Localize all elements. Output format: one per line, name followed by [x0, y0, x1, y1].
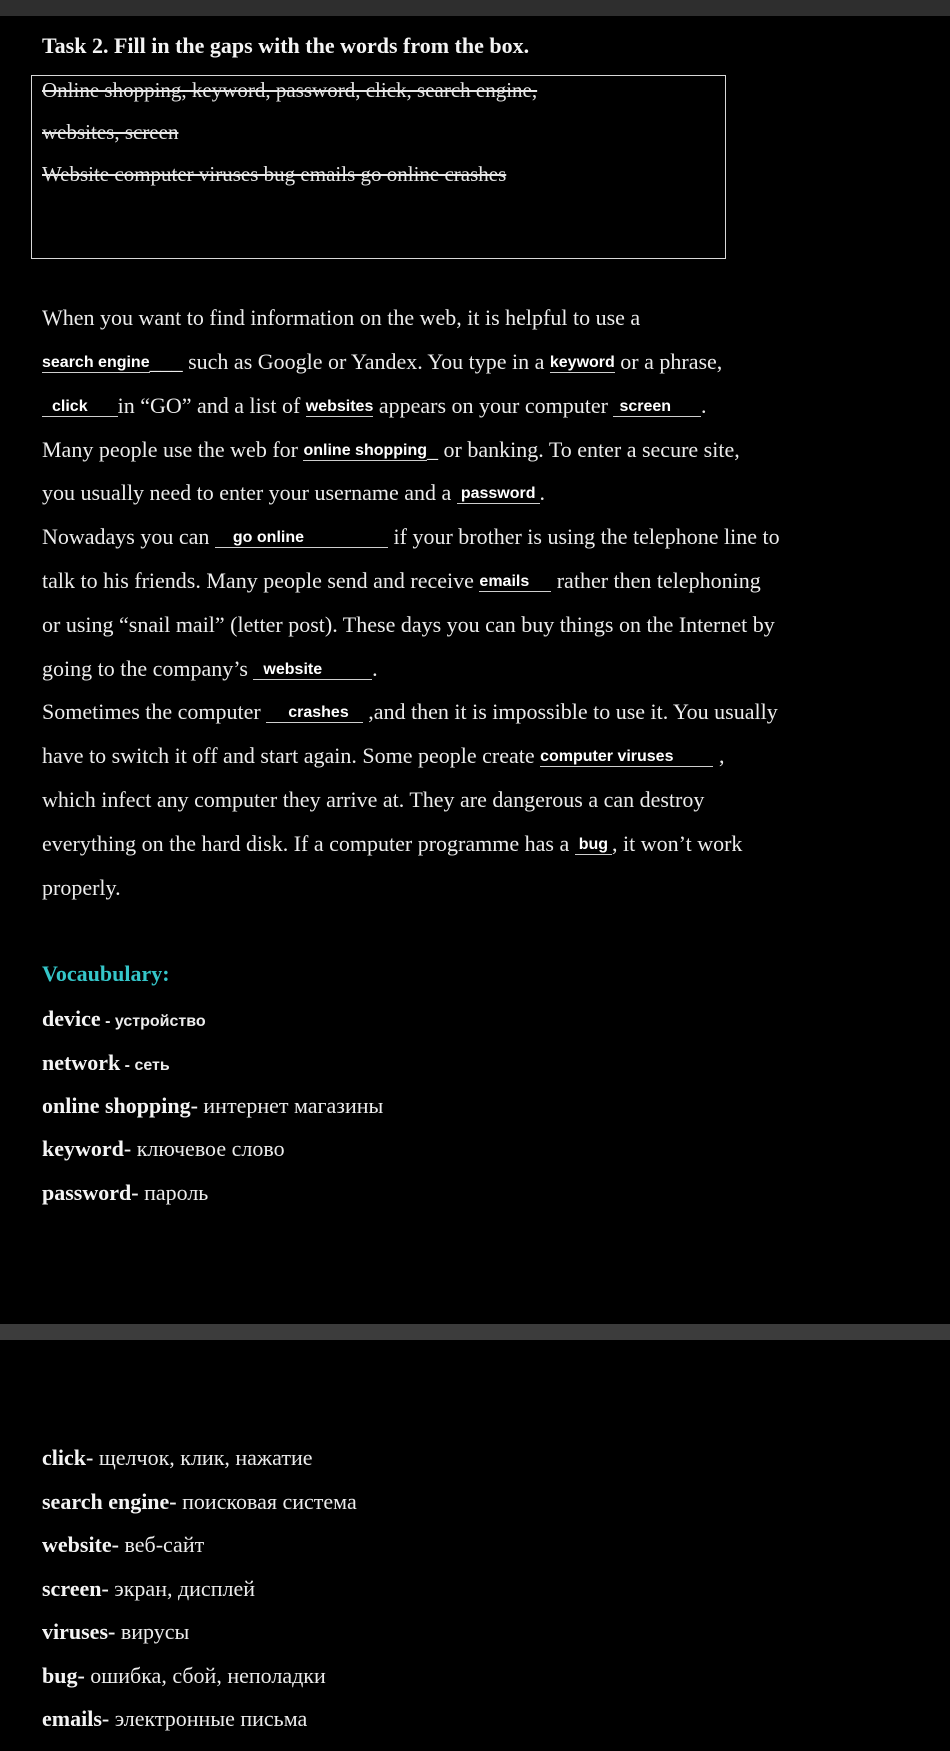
answer-website: website	[253, 661, 372, 680]
vocab-item	[42, 1574, 255, 1604]
text: properly.	[42, 875, 121, 900]
task-title: Task 2. Fill in the gaps with the words from the box.	[42, 33, 530, 58]
text-line	[42, 522, 780, 552]
text: Nowadays you can	[42, 524, 215, 549]
text-line	[42, 829, 742, 859]
vocab-term: search engine-	[42, 1489, 177, 1514]
answer-crashes: crashes	[266, 704, 363, 723]
text: _ or banking. To enter a secure site,	[427, 437, 740, 462]
vocab-term: keyword-	[42, 1136, 132, 1161]
vocab-translation: поисковая система	[176, 1489, 357, 1514]
answer-go-online: go online	[215, 529, 388, 548]
text: When you want to find information on the web, it is helpful to use a	[42, 305, 641, 330]
text-line	[42, 610, 775, 640]
text: or a phrase,	[614, 349, 723, 374]
text: ___ such as Google or Yandex. You type in a	[149, 349, 550, 374]
text: rather then telephoning	[556, 568, 761, 593]
text: , it won’t work	[612, 831, 743, 856]
text: you usually need to enter your username and a	[42, 480, 457, 505]
text: .	[372, 656, 378, 681]
vocab-translation: щелчок, клик, нажатие	[93, 1445, 313, 1470]
word-list-text: websites, screen	[42, 120, 179, 144]
text-line	[42, 741, 724, 771]
text-line	[42, 435, 740, 465]
vocab-term: click-	[42, 1445, 94, 1470]
answer-keyword: keyword	[549, 354, 615, 371]
vocab-translation: ошибка, сбой, неполадки	[84, 1663, 326, 1688]
vocab-item	[42, 1048, 170, 1081]
vocab-item	[42, 1617, 189, 1647]
vocab-item	[42, 1487, 357, 1517]
vocab-term: network	[42, 1050, 121, 1075]
answer-online-shopping: online shopping	[303, 442, 428, 459]
text: everything on the hard disk. If a computer programme has a	[42, 831, 575, 856]
vocab-item	[42, 1134, 285, 1164]
text: .	[539, 480, 545, 505]
text-line	[42, 478, 545, 508]
answer-search-engine: search engine	[42, 354, 150, 371]
word-list-text: Online shopping, keyword, password, click, search engine,	[42, 78, 538, 102]
vocab-item	[42, 1530, 204, 1560]
text: going to the company’s	[42, 656, 254, 681]
vocab-translation: веб-сайт	[118, 1532, 205, 1557]
text: Many people use the web for	[42, 437, 304, 462]
vocab-item	[42, 1178, 208, 1208]
vocab-translation: пароль	[138, 1180, 209, 1205]
answer-computer-viruses: computer viruses	[540, 748, 713, 767]
vocab-item	[42, 1704, 307, 1734]
text-line	[42, 566, 761, 596]
vocab-item	[42, 1004, 206, 1037]
word-box	[31, 75, 726, 259]
text: ,and then it is impossible to use it. You usually	[368, 699, 778, 724]
answer-screen: screen	[613, 398, 701, 417]
page-divider	[0, 1324, 950, 1340]
text-line	[42, 785, 704, 815]
text-line	[42, 347, 722, 377]
word-list-text: Website computer viruses bug emails go online crashes	[42, 162, 507, 186]
answer-password: password	[457, 485, 540, 504]
word-box-line	[42, 120, 178, 144]
vocab-term: screen-	[42, 1576, 109, 1601]
vocab-separator: -	[100, 1013, 115, 1030]
text: have to switch it off and start again. Some people create	[42, 743, 541, 768]
answer-click: click	[42, 398, 118, 417]
vocab-term: device	[42, 1006, 101, 1031]
vocab-translation: устройство	[114, 1013, 206, 1030]
text: if your brother is using the telephone line to	[393, 524, 780, 549]
vocab-translation: вирусы	[115, 1619, 190, 1644]
vocab-translation: ключевое слово	[131, 1136, 285, 1161]
vocab-translation: интернет магазины	[197, 1093, 384, 1118]
answer-emails: emails	[479, 573, 551, 592]
top-divider	[0, 0, 950, 16]
vocab-term: viruses-	[42, 1619, 116, 1644]
text: ,	[718, 743, 725, 768]
vocab-item	[42, 1091, 383, 1121]
text: Sometimes the computer	[42, 699, 267, 724]
text: appears on your computer	[373, 393, 614, 418]
vocab-term: password-	[42, 1180, 139, 1205]
text: or using “snail mail” (letter post). These days you can buy things on the Internet by	[42, 612, 775, 637]
vocab-term: bug-	[42, 1663, 85, 1688]
answer-websites: websites	[305, 398, 374, 415]
vocab-item	[42, 1661, 326, 1691]
vocab-translation: электронные письма	[109, 1706, 308, 1731]
text: which infect any computer they arrive at. They are dangerous a can destroy	[42, 787, 705, 812]
text: .	[701, 393, 707, 418]
vocab-translation: сеть	[134, 1057, 170, 1074]
text-line	[42, 654, 378, 684]
vocab-term: website-	[42, 1532, 119, 1557]
word-box-line	[42, 162, 506, 186]
vocab-separator: -	[120, 1057, 135, 1074]
answer-bug: bug	[575, 836, 612, 855]
text-line	[42, 697, 778, 727]
text-line	[42, 391, 707, 421]
vocabulary-title: Vocaubulary:	[42, 961, 170, 986]
word-box-line	[42, 78, 537, 102]
text-line	[42, 303, 640, 333]
vocab-item	[42, 1443, 312, 1473]
text: in “GO” and a list of	[117, 393, 306, 418]
vocab-translation: экран, дисплей	[108, 1576, 255, 1601]
text-line	[42, 873, 121, 903]
text: talk to his friends. Many people send and receive	[42, 568, 480, 593]
vocab-term: online shopping-	[42, 1093, 198, 1118]
vocab-term: emails-	[42, 1706, 110, 1731]
